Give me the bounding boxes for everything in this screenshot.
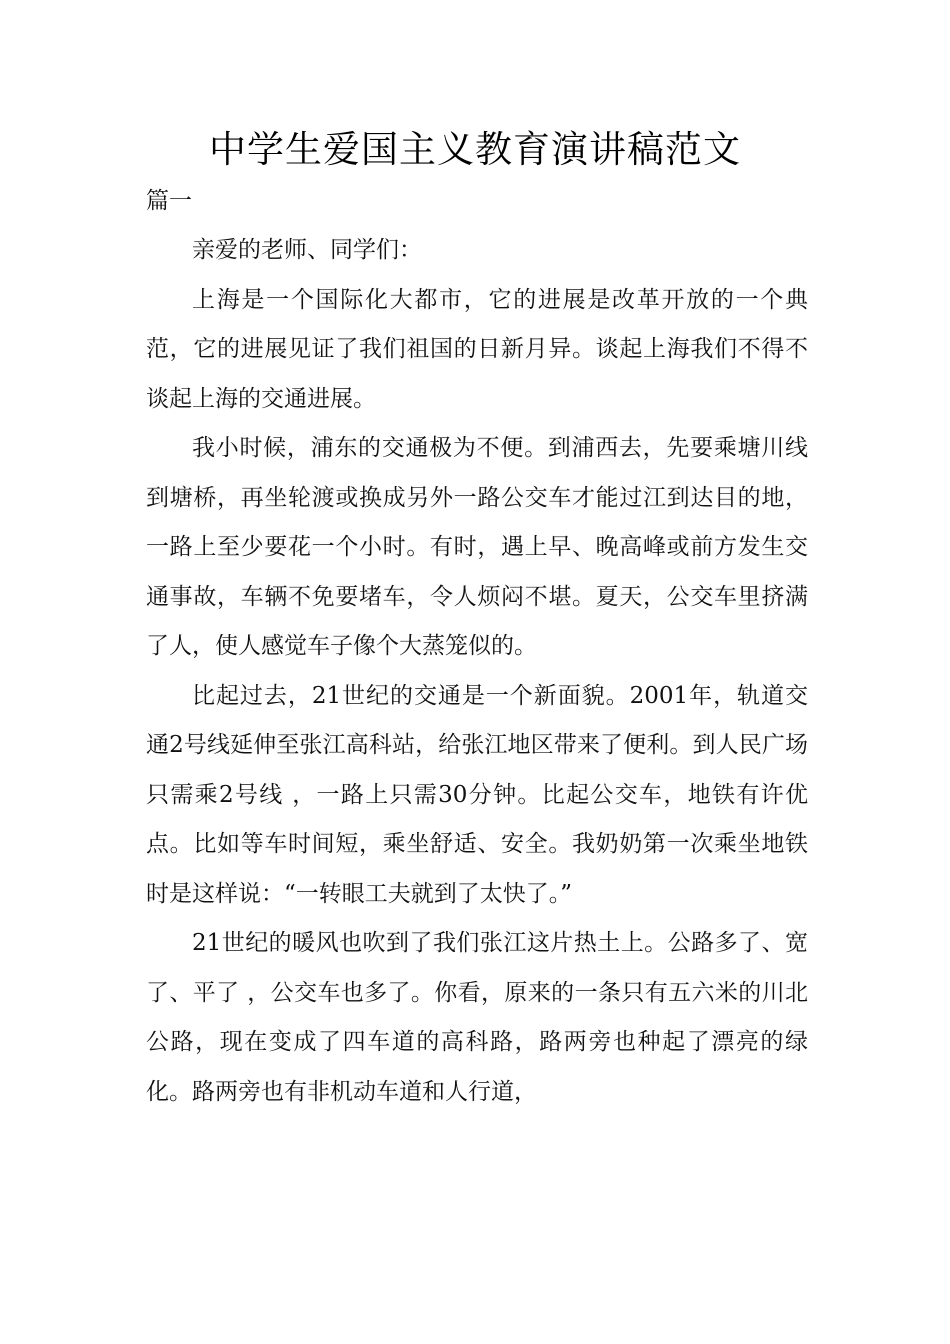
paragraph-greeting: 亲爱的老师、同学们： <box>192 237 422 263</box>
paragraph-2: 我小时候，浦东的交通极为不便。到浦西去，先要乘塘川线到塘桥，再坐轮渡或换成另外一路公交车才能过江到达目的地，一路上至少要花一个小时。有时，遇上早、晚高峰或前方发生交通事故，车辆不免要堵车，令人烦闷不堪。夏天，公交车里挤满了人，使人感觉车子像个大蒸笼似的。 <box>146 435 808 659</box>
paragraph-1: 上海是一个国际化大都市，它的进展是改革开放的一个典范，它的进展见证了我们祖国的日新月异。谈起上海我们不得不谈起上海的交通进展。 <box>146 286 808 412</box>
paragraph-3: 比起过去，21世纪的交通是一个新面貌。2001年，轨道交通2号线延伸至张江高科站，给张江地区带来了便利。到人民广场只需乘2号线 ，一路上只需30分钟。比起公交车，地铁有许优点。比如等车时间短，乘坐舒适、安全。我奶奶第一次乘坐地铁时是这样说：“一转眼工夫就到了太快了。” <box>146 682 808 907</box>
section-label: 篇一 <box>146 188 192 214</box>
document-title: 中学生爱国主义教育演讲稿范文 <box>209 128 741 171</box>
paragraph-4: 21世纪的暖风也吹到了我们张江这片热土上。公路多了、宽了、平了 ，公交车也多了。你看，原来的一条只有五六米的川北公路，现在变成了四车道的高科路，路两旁也种起了漂亮的绿化。路两旁也有非机动车道和人行道， <box>146 930 808 1105</box>
document-body <box>146 226 808 1117</box>
